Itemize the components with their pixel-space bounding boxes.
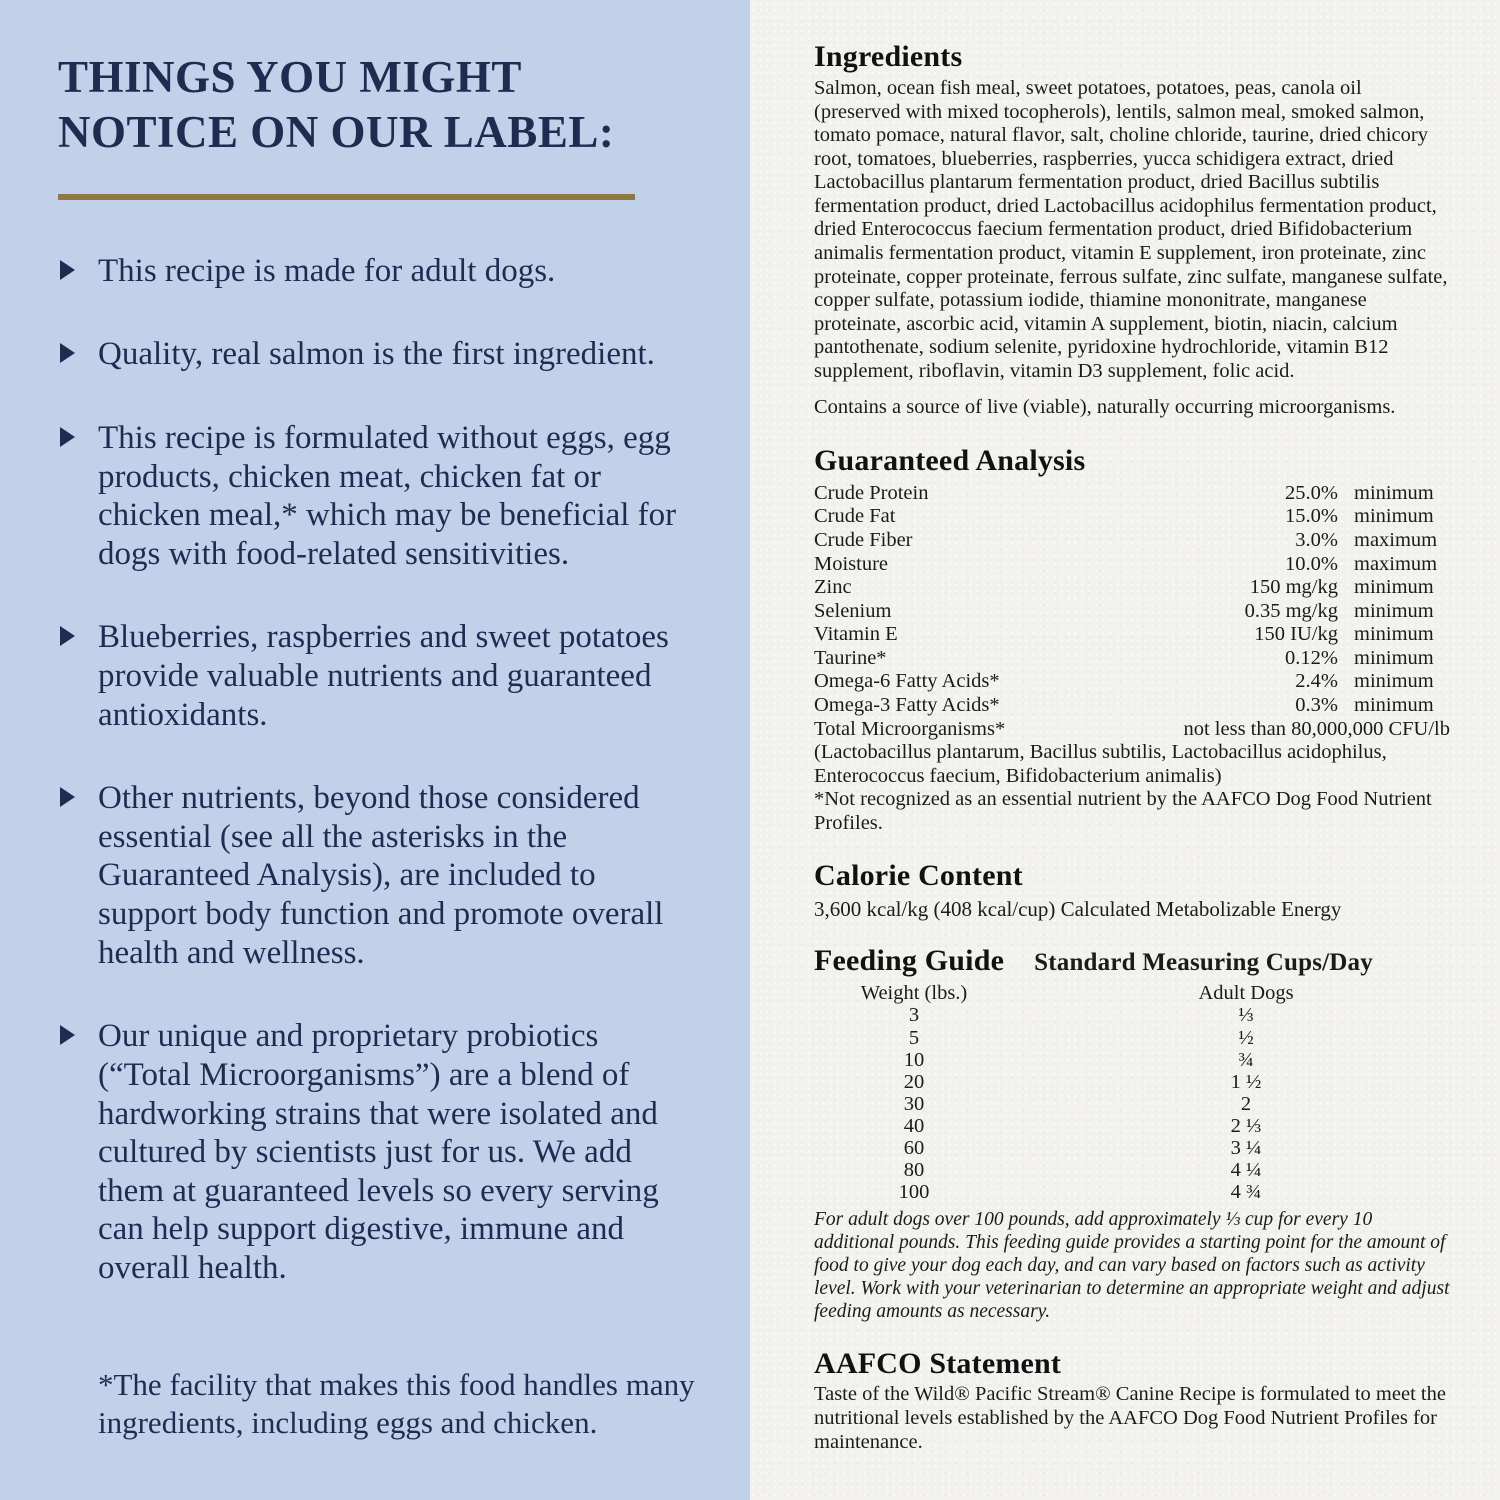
ga-species-note: (Lactobacillus plantarum, Bacillus subtilis, Lactobacillus acidophilus, Enterococcus faecium, Bifidobacterium animalis): [814, 741, 1387, 787]
weight-value: 40: [903, 1115, 925, 1138]
bullet-text: Blueberries, raspberries and sweet potatoes provide valuable nutrients and guaranteed antioxidants.: [98, 619, 669, 733]
table-row: [814, 1115, 1450, 1137]
calorie-content-text: 3,600 kcal/kg (408 kcal/cup) Calculated Metabolizable Energy: [814, 897, 1342, 922]
ga-name: Selenium: [814, 599, 892, 622]
table-row: [814, 1093, 1450, 1115]
bullet-text: This recipe is formulated without eggs, egg products, chicken meat, chicken fat or chicken meal,* which may be beneficial for dogs with food-related sensitivities.: [98, 420, 677, 572]
bullet-text: This recipe is made for adult dogs.: [98, 252, 556, 289]
calorie-content-heading: Calorie Content: [814, 859, 1023, 893]
ga-asterisk-note: *Not recognized as an essential nutrient by the AAFCO Dog Food Nutrient Profiles.: [814, 788, 1432, 834]
nutrition-info-panel: [750, 0, 1500, 1500]
ga-value: 0.35 mg/kg: [1244, 599, 1338, 622]
table-row-total-microorganisms: [814, 718, 1450, 742]
aafco-statement-text: Taste of the Wild® Pacific Stream® Canine Recipe is formulated to meet the nutritional levels established by the AAFCO Dog Food Nutrient Profiles for maintenance.: [814, 1382, 1446, 1453]
ga-name: Taurine*: [814, 646, 887, 669]
ga-name: Crude Protein: [814, 481, 929, 504]
bullet-text: Other nutrients, beyond those considered essential (see all the asterisks in the Guaranteed Analysis), are included to support body function and promote overall health and wellness.: [98, 780, 664, 971]
cups-value: ¾: [1238, 1048, 1254, 1071]
guaranteed-analysis-heading: Guaranteed Analysis: [814, 443, 1086, 477]
table-row: [814, 1027, 1450, 1049]
ga-value: not less than 80,000,000 CFU/lb: [1183, 717, 1450, 740]
table-row: [814, 670, 1450, 694]
bullet-item: [58, 252, 698, 291]
ga-value: 2.4%: [1295, 670, 1338, 693]
weight-value: 30: [903, 1092, 925, 1115]
ga-name: Total Microorganisms*: [814, 717, 1006, 740]
weight-value: 5: [908, 1026, 920, 1049]
table-row: [814, 553, 1450, 577]
triangle-bullet-icon: [60, 1025, 75, 1045]
table-row: [814, 1049, 1450, 1071]
table-row: [814, 600, 1450, 624]
feeding-guide-table: [814, 1004, 1450, 1203]
cups-value: 1 ½: [1230, 1070, 1262, 1093]
table-row: [814, 1159, 1450, 1181]
ga-value: 150 mg/kg: [1249, 576, 1338, 599]
ga-value: 0.3%: [1295, 693, 1338, 716]
ga-qualifier: maximum: [1354, 529, 1438, 551]
triangle-bullet-icon: [60, 626, 75, 646]
ga-value: 0.12%: [1285, 646, 1338, 669]
bullet-text: Our unique and proprietary probiotics (“Total Microorganisms”) are a blend of hardworking strains that were isolated and cultured by scientists just for us. We add them at guaranteed levels so every serving can help support digestive, immune and overall health.: [98, 1018, 659, 1286]
cups-value: 2: [1240, 1092, 1252, 1115]
table-row: [814, 529, 1450, 553]
bullet-item: [58, 335, 698, 374]
bullet-item: [58, 419, 698, 573]
table-row: [814, 1181, 1450, 1203]
table-row: [814, 694, 1450, 718]
table-row: [814, 505, 1450, 529]
feeding-guide-footnote: For adult dogs over 100 pounds, add approximately ⅓ cup for every 10 additional pounds. This feeding guide provides a starting point for the amount of food to give your dog each day, and can vary based on factors such as activity level. Work with your veterinarian to determine an appropriate weight and adjust feeding amounts as necessary.: [814, 1208, 1450, 1322]
ga-value: 15.0%: [1285, 505, 1338, 528]
ga-name: Zinc: [814, 576, 852, 599]
feeding-guide-heading: Feeding Guide: [814, 944, 1005, 978]
weight-column-header: Weight (lbs.): [860, 982, 968, 1005]
ga-value: 150 IU/kg: [1254, 623, 1338, 646]
ga-name: Vitamin E: [814, 623, 898, 646]
ga-value: 3.0%: [1295, 529, 1338, 551]
ga-qualifier: minimum: [1354, 481, 1434, 504]
ga-name: Omega-6 Fatty Acids*: [814, 670, 1000, 693]
ga-value: 25.0%: [1285, 481, 1338, 504]
weight-value: 60: [903, 1137, 925, 1160]
ga-qualifier: minimum: [1354, 623, 1434, 646]
cups-value: ⅓: [1238, 1004, 1254, 1027]
triangle-bullet-icon: [60, 343, 75, 363]
guaranteed-analysis-table: [814, 482, 1450, 741]
ga-value: 10.0%: [1285, 552, 1338, 575]
table-row: [814, 1004, 1450, 1026]
cups-value: 4 ¾: [1230, 1181, 1262, 1204]
triangle-bullet-icon: [60, 427, 75, 447]
table-row: [814, 1137, 1450, 1159]
bullet-list: [58, 252, 698, 1288]
table-row: [814, 623, 1450, 647]
gold-divider: [58, 194, 635, 200]
weight-value: 20: [903, 1070, 925, 1093]
ga-qualifier: minimum: [1354, 505, 1434, 528]
ingredients-text: Salmon, ocean fish meal, sweet potatoes, potatoes, peas, canola oil (preserved with mixed tocopherols), lentils, salmon meal, smoked salmon, tomato pomace, natural flavor, salt, choline chloride, taurine, dried chicory root, tomatoes, blueberries, raspberries, yucca schidigera extract, dried Lactobacillus plantarum fermentation product, dried Bacillus subtilis fermentation product, dried Lactobacillus acidophilus fermentation product, dried Enterococcus faecium fermentation product, dried Bifidobacterium animalis fermentation product, vitamin E supplement, iron proteinate, zinc proteinate, copper proteinate, ferrous sulfate, zinc sulfate, manganese sulfate, copper sulfate, potassium iodide, thiamine mononitrate, manganese proteinate, ascorbic acid, vitamin A supplement, biotin, niacin, calcium pantothenate, sodium selenite, pyridoxine hydrochloride, vitamin B12 supplement, riboflavin, vitamin D3 supplement, folic acid.: [814, 77, 1448, 382]
ga-qualifier: minimum: [1354, 599, 1434, 622]
triangle-bullet-icon: [60, 787, 75, 807]
cups-value: ½: [1238, 1026, 1254, 1049]
cups-value: 4 ¼: [1230, 1159, 1262, 1182]
left-panel-heading: THINGS YOU MIGHT NOTICE ON OUR LABEL:: [58, 52, 615, 157]
ga-name: Omega-3 Fatty Acids*: [814, 693, 1000, 716]
cups-column-header: Adult Dogs: [1198, 982, 1294, 1005]
feeding-guide-subheading: Standard Measuring Cups/Day: [1034, 949, 1373, 977]
ga-qualifier: maximum: [1354, 552, 1438, 575]
cups-value: 2 ⅓: [1230, 1115, 1262, 1138]
weight-value: 3: [908, 1004, 920, 1027]
ga-qualifier: minimum: [1354, 576, 1434, 599]
ga-qualifier: minimum: [1354, 693, 1434, 716]
weight-value: 100: [898, 1181, 930, 1204]
ingredients-heading: Ingredients: [814, 40, 963, 73]
ga-name: Moisture: [814, 552, 889, 575]
bullet-item: [58, 779, 698, 972]
bullet-item: [58, 1017, 698, 1287]
triangle-bullet-icon: [60, 260, 75, 280]
weight-value: 10: [903, 1048, 925, 1071]
ga-qualifier: minimum: [1354, 646, 1434, 669]
table-row: [814, 482, 1450, 506]
microorganisms-note: Contains a source of live (viable), naturally occurring microorganisms.: [814, 396, 1396, 419]
weight-value: 80: [903, 1159, 925, 1182]
table-row: [814, 647, 1450, 671]
facility-footnote: *The facility that makes this food handles many ingredients, including eggs and chicken.: [98, 1366, 695, 1441]
feeding-guide-header-row: [814, 944, 1450, 978]
cups-value: 3 ¼: [1230, 1137, 1262, 1160]
ga-name: Crude Fiber: [814, 529, 913, 551]
table-row: [814, 1071, 1450, 1093]
ga-name: Crude Fat: [814, 505, 896, 528]
aafco-statement-heading: AAFCO Statement: [814, 1346, 1062, 1380]
ga-qualifier: minimum: [1354, 670, 1434, 693]
feeding-guide-column-headers: [814, 982, 1450, 1004]
bullet-text: Quality, real salmon is the first ingredient.: [98, 336, 655, 373]
table-row: [814, 576, 1450, 600]
bullet-item: [58, 618, 698, 734]
